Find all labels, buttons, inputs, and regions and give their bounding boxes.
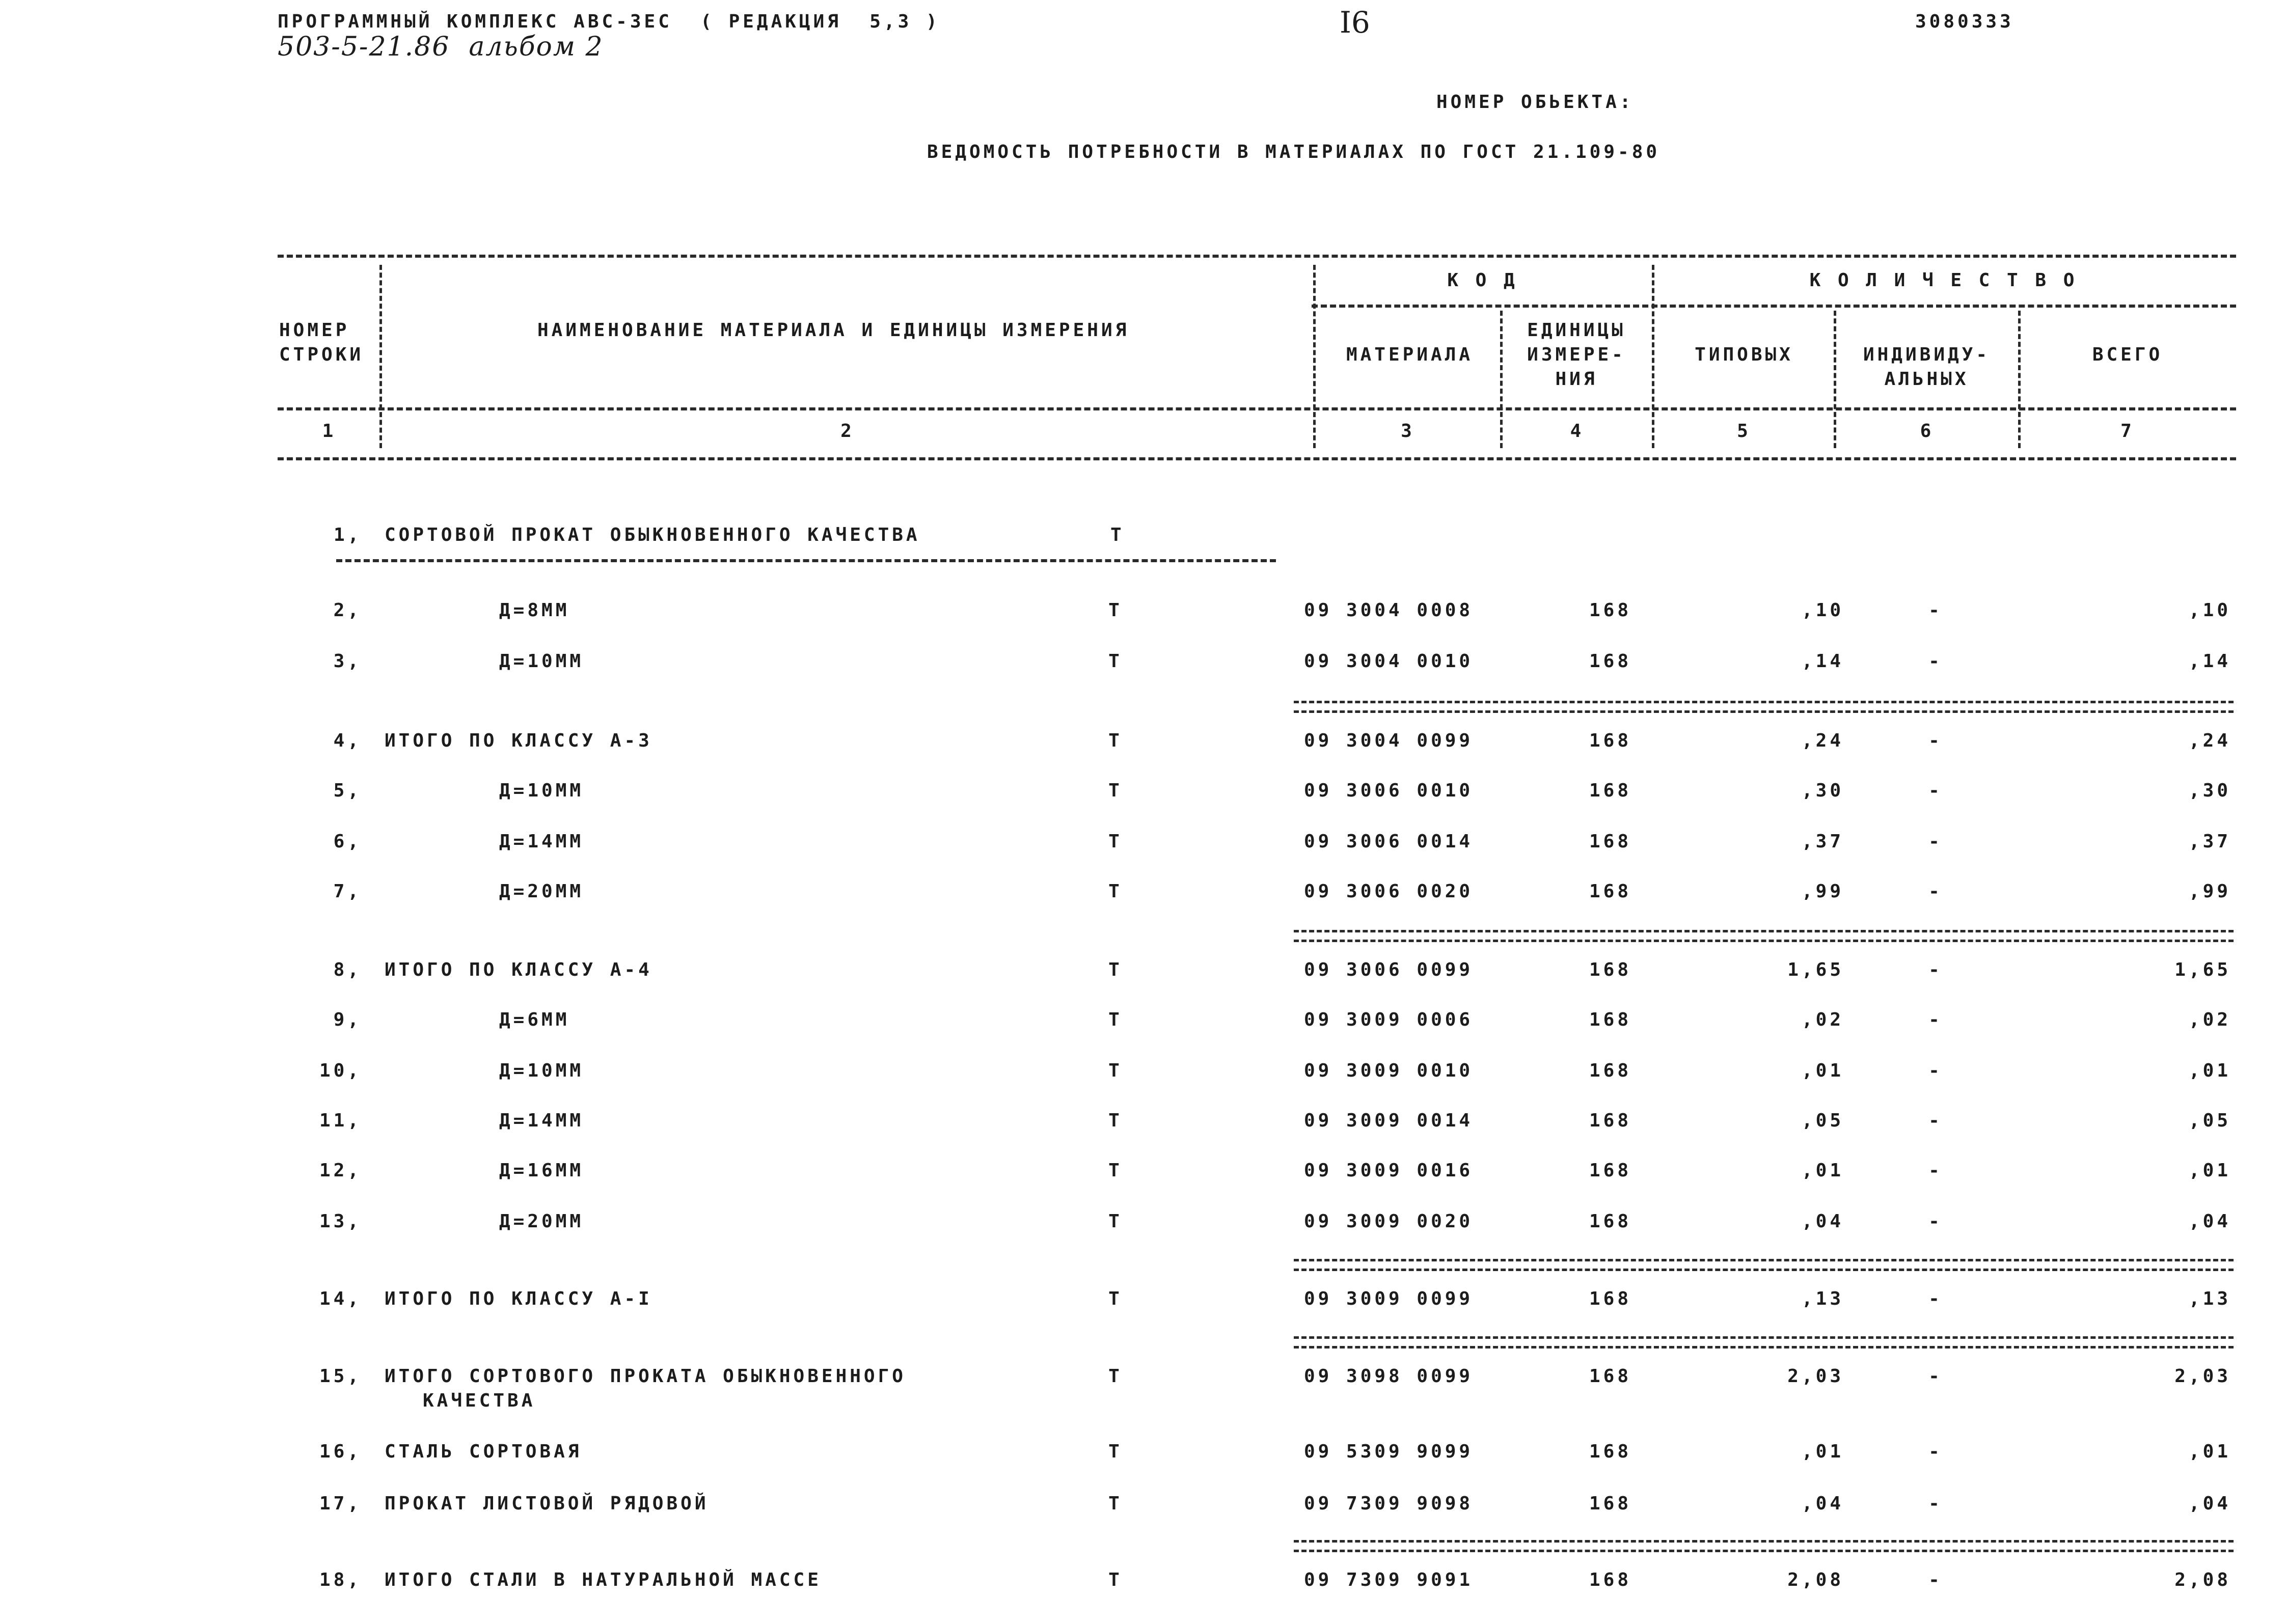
cell-name: Д=16ММ	[499, 1160, 584, 1181]
cell-unit: Т	[1108, 1211, 1123, 1232]
cell-code: 09 3009 0006	[1304, 1009, 1474, 1030]
cell-measure: 168	[1589, 1110, 1632, 1131]
cell-individual: -	[1928, 730, 1943, 751]
cell-code: 09 3009 0099	[1304, 1288, 1474, 1309]
cell-name: Д=8ММ	[499, 600, 570, 621]
hdr-unit-1: ЕДИНИЦЫ	[1527, 320, 1626, 341]
cell-typical: ,05	[1801, 1110, 1844, 1131]
cell-individual: -	[1928, 651, 1943, 672]
cell-unit: Т	[1108, 780, 1123, 801]
cell-individual: -	[1928, 1211, 1943, 1232]
cell-unit: Т	[1108, 1009, 1123, 1030]
cell-measure: 168	[1589, 1060, 1632, 1081]
cell-name: Д=14ММ	[499, 1110, 584, 1131]
cell-total: ,30	[2188, 780, 2231, 801]
cell-code: 09 3006 0014	[1304, 831, 1474, 852]
cell-measure: 168	[1589, 1493, 1632, 1514]
cell-unit: Т	[1108, 730, 1123, 751]
colnum-2: 2	[840, 421, 855, 442]
cell-num: 11,	[319, 1110, 362, 1131]
cell-total: ,01	[2188, 1160, 2231, 1181]
cell-code: 09 3009 0010	[1304, 1060, 1474, 1081]
cell-num: 8,	[333, 959, 362, 980]
cell-typical: ,04	[1801, 1493, 1844, 1514]
cell-num: 14,	[319, 1288, 362, 1309]
cell-total: 2,03	[2174, 1366, 2231, 1387]
colnum-bottom-rule	[278, 457, 2236, 460]
colnum-4: 4	[1570, 421, 1585, 442]
cell-typical: ,13	[1801, 1288, 1844, 1309]
cell-num: 16,	[319, 1441, 362, 1462]
cell-name: СТАЛЬ СОРТОВАЯ	[385, 1441, 582, 1462]
cell-total: ,01	[2188, 1060, 2231, 1081]
cell-measure: 168	[1589, 1288, 1632, 1309]
cell-name: ИТОГО ПО КЛАССУ А-I	[385, 1288, 652, 1309]
cell-code: 09 7309 9091	[1304, 1570, 1474, 1590]
cell-unit: Т	[1108, 1160, 1123, 1181]
section-title-unit: Т	[1110, 525, 1125, 545]
total-double-rule	[1294, 1259, 2234, 1271]
cell-typical: ,01	[1801, 1441, 1844, 1462]
cell-num: 13,	[319, 1211, 362, 1232]
cell-num: 4,	[333, 730, 362, 751]
cell-measure: 168	[1589, 1009, 1632, 1030]
cell-individual: -	[1928, 600, 1943, 621]
section-title-num: 1,	[334, 525, 362, 545]
cell-total: 2,08	[2174, 1570, 2231, 1590]
cell-num: 10,	[319, 1060, 362, 1081]
cell-unit: Т	[1108, 651, 1123, 672]
cell-total: ,10	[2188, 600, 2231, 621]
cell-code: 09 3098 0099	[1304, 1366, 1474, 1387]
cell-unit: Т	[1108, 1110, 1123, 1131]
cell-individual: -	[1928, 1060, 1943, 1081]
cell-typical: ,10	[1801, 600, 1844, 621]
section-title: СОРТОВОЙ ПРОКАТ ОБЫКНОВЕННОГО КАЧЕСТВА	[385, 525, 920, 545]
total-double-rule	[1294, 1540, 2234, 1552]
page-number: I6	[1340, 5, 1370, 40]
cell-num: 9,	[333, 1009, 362, 1030]
header-top-rule	[278, 255, 2236, 258]
cell-code: 09 3009 0014	[1304, 1110, 1474, 1131]
cell-unit: Т	[1108, 881, 1123, 902]
handwritten-album-ref: 503-5-21.86 альбом 2	[278, 32, 604, 62]
program-line: ПРОГРАММНЫЙ КОМПЛЕКС АВС-ЗЕС ( РЕДАКЦИЯ 5,3 )	[278, 11, 940, 32]
colnum-1: 1	[322, 421, 337, 442]
cell-code: 09 3004 0099	[1304, 730, 1474, 751]
cell-typical: 2,03	[1787, 1366, 1844, 1387]
hdr-individual-2: АЛЬНЫХ	[1884, 369, 1969, 390]
cell-name: Д=20ММ	[499, 1211, 584, 1232]
cell-num: 15,	[319, 1366, 362, 1387]
cell-individual: -	[1928, 1160, 1943, 1181]
cell-typical: 1,65	[1787, 959, 1844, 980]
section-title-underline	[336, 559, 1276, 562]
cell-total: 1,65	[2174, 959, 2231, 980]
cell-code: 09 3009 0016	[1304, 1160, 1474, 1181]
cell-unit: Т	[1108, 959, 1123, 980]
cell-measure: 168	[1589, 959, 1632, 980]
cell-code: 09 3006 0020	[1304, 881, 1474, 902]
cell-code: 09 3004 0008	[1304, 600, 1474, 621]
cell-unit: Т	[1108, 1570, 1123, 1590]
cell-name: Д=20ММ	[499, 881, 584, 902]
cell-measure: 168	[1589, 1441, 1632, 1462]
hdr-total: ВСЕГО	[2092, 344, 2163, 365]
cell-name-continued: КАЧЕСТВА	[423, 1390, 536, 1411]
cell-name: ИТОГО СОРТОВОГО ПРОКАТА ОБЫКНОВЕННОГО	[385, 1366, 906, 1387]
cell-individual: -	[1928, 1288, 1943, 1309]
cell-measure: 168	[1589, 1570, 1632, 1590]
cell-typical: ,01	[1801, 1060, 1844, 1081]
hdr-unit-2: ИЗМЕРЕ-	[1527, 344, 1626, 365]
cell-num: 7,	[333, 881, 362, 902]
cell-code: 09 3006 0010	[1304, 780, 1474, 801]
cell-name: Д=10ММ	[499, 1060, 584, 1081]
cell-typical: ,04	[1801, 1211, 1844, 1232]
cell-code: 09 3004 0010	[1304, 651, 1474, 672]
cell-num: 3,	[333, 651, 362, 672]
total-double-rule	[1294, 701, 2234, 713]
cell-name: Д=10ММ	[499, 651, 584, 672]
cell-typical: ,01	[1801, 1160, 1844, 1181]
cell-typical: ,14	[1801, 651, 1844, 672]
cell-individual: -	[1928, 1366, 1943, 1387]
cell-measure: 168	[1589, 780, 1632, 801]
hdr-row-no-1: НОМЕР	[279, 320, 350, 341]
cell-total: ,04	[2188, 1493, 2231, 1514]
cell-total: ,99	[2188, 881, 2231, 902]
cell-measure: 168	[1589, 881, 1632, 902]
cell-individual: -	[1928, 1493, 1943, 1514]
hdr-row-no-2: СТРОКИ	[279, 344, 364, 365]
cell-name: ИТОГО СТАЛИ В НАТУРАЛЬНОЙ МАССЕ	[385, 1570, 822, 1590]
header-bottom-rule	[278, 407, 2236, 410]
cell-typical: 2,08	[1787, 1570, 1844, 1590]
cell-name: ИТОГО ПО КЛАССУ А-3	[385, 730, 652, 751]
cell-total: ,14	[2188, 651, 2231, 672]
cell-individual: -	[1928, 1110, 1943, 1131]
cell-typical: ,02	[1801, 1009, 1844, 1030]
hdr-code-group: К О Д	[1447, 270, 1518, 291]
cell-num: 2,	[333, 600, 362, 621]
cell-individual: -	[1928, 831, 1943, 852]
cell-num: 6,	[333, 831, 362, 852]
code-group-rule	[1312, 305, 2236, 308]
cell-typical: ,24	[1801, 730, 1844, 751]
hdr-unit-3: НИЯ	[1555, 369, 1598, 390]
cell-total: ,24	[2188, 730, 2231, 751]
cell-individual: -	[1928, 1009, 1943, 1030]
cell-name: Д=14ММ	[499, 831, 584, 852]
cell-individual: -	[1928, 881, 1943, 902]
cell-unit: Т	[1108, 1366, 1123, 1387]
total-double-rule	[1294, 1336, 2234, 1348]
cell-typical: ,37	[1801, 831, 1844, 852]
statement-title: ВЕДОМОСТЬ ПОТРЕБНОСТИ В МАТЕРИАЛАХ ПО ГОСТ 21.109-80	[927, 142, 1661, 162]
cell-code: 09 5309 9099	[1304, 1441, 1474, 1462]
cell-num: 18,	[319, 1570, 362, 1590]
cell-name: ПРОКАТ ЛИСТОВОЙ РЯДОВОЙ	[385, 1493, 709, 1514]
colnum-7: 7	[2120, 421, 2135, 442]
hdr-material: МАТЕРИАЛА	[1346, 344, 1474, 365]
cell-code: 09 3009 0020	[1304, 1211, 1474, 1232]
cell-name: ИТОГО ПО КЛАССУ А-4	[385, 959, 652, 980]
cell-total: ,04	[2188, 1211, 2231, 1232]
cell-total: ,13	[2188, 1288, 2231, 1309]
cell-typical: ,99	[1801, 881, 1844, 902]
cell-num: 12,	[319, 1160, 362, 1181]
cell-individual: -	[1928, 959, 1943, 980]
cell-code: 09 7309 9098	[1304, 1493, 1474, 1514]
total-double-rule	[1294, 930, 2234, 942]
hdr-typical: ТИПОВЫХ	[1695, 344, 1793, 365]
hdr-quantity-group: К О Л И Ч Е С Т В О	[1809, 270, 2078, 291]
cell-measure: 168	[1589, 831, 1632, 852]
doc-code: 3080333	[1915, 11, 2014, 32]
cell-individual: -	[1928, 780, 1943, 801]
cell-unit: Т	[1108, 831, 1123, 852]
cell-total: ,37	[2188, 831, 2231, 852]
cell-total: ,02	[2188, 1009, 2231, 1030]
colnum-6: 6	[1920, 421, 1935, 442]
object-label: НОМЕР ОБЬЕКТА:	[1436, 92, 1634, 113]
colnum-5: 5	[1737, 421, 1751, 442]
cell-measure: 168	[1589, 1211, 1632, 1232]
hdr-individual-1: ИНДИВИДУ-	[1863, 344, 1991, 365]
cell-individual: -	[1928, 1441, 1943, 1462]
cell-unit: Т	[1108, 1288, 1123, 1309]
cell-measure: 168	[1589, 1366, 1632, 1387]
cell-name: Д=6ММ	[499, 1009, 570, 1030]
colnum-3: 3	[1401, 421, 1415, 442]
hdr-name: НАИМЕНОВАНИЕ МАТЕРИАЛА И ЕДИНИЦЫ ИЗМЕРЕНИЯ	[537, 320, 1130, 341]
cell-measure: 168	[1589, 600, 1632, 621]
cell-typical: ,30	[1801, 780, 1844, 801]
cell-individual: -	[1928, 1570, 1943, 1590]
cell-name: Д=10ММ	[499, 780, 584, 801]
cell-unit: Т	[1108, 1493, 1123, 1514]
cell-num: 5,	[333, 780, 362, 801]
cell-total: ,05	[2188, 1110, 2231, 1131]
cell-num: 17,	[319, 1493, 362, 1514]
cell-unit: Т	[1108, 600, 1123, 621]
cell-unit: Т	[1108, 1441, 1123, 1462]
cell-measure: 168	[1589, 651, 1632, 672]
cell-total: ,01	[2188, 1441, 2231, 1462]
cell-code: 09 3006 0099	[1304, 959, 1474, 980]
cell-unit: Т	[1108, 1060, 1123, 1081]
cell-measure: 168	[1589, 730, 1632, 751]
cell-measure: 168	[1589, 1160, 1632, 1181]
